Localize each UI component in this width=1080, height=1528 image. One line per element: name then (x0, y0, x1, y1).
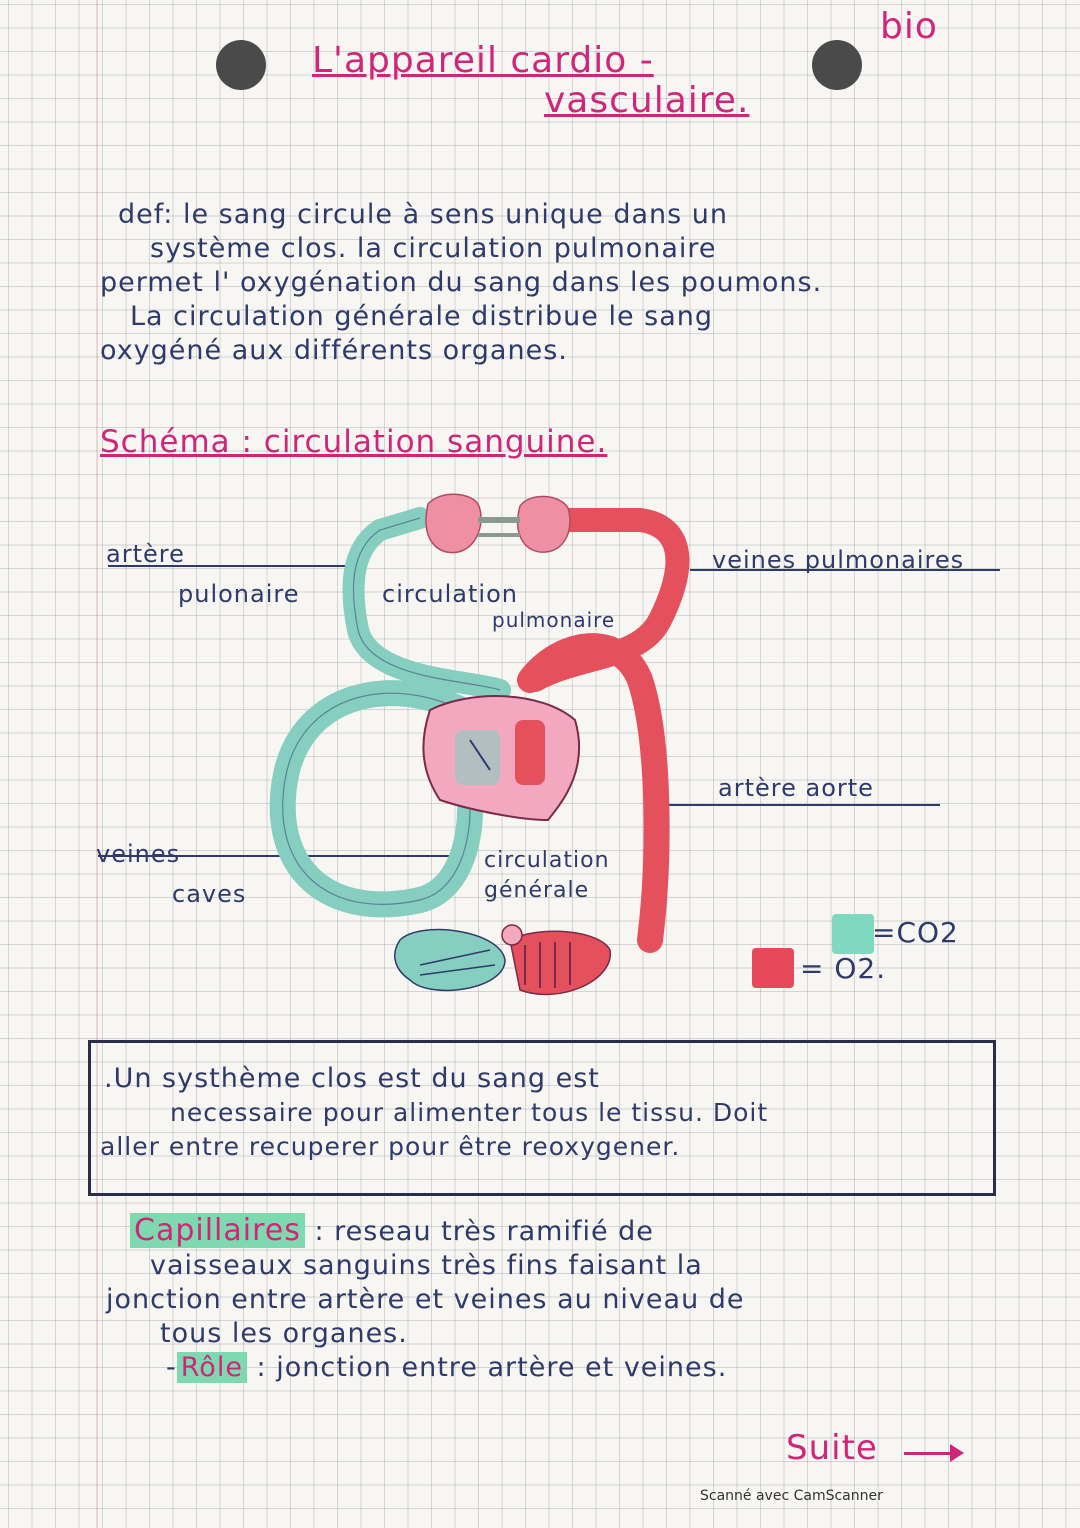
label-veines-caves-2: caves (172, 880, 247, 908)
suite-arrow-head-icon (950, 1444, 964, 1462)
note-line: necessaire pour alimenter tous le tissu. Doit (170, 1098, 769, 1127)
label-circulation-pulmonaire-1: circulation (382, 580, 518, 608)
legend-co2-swatch (832, 914, 874, 954)
role-line: - Rôle : jonction entre artère et veines. (166, 1352, 728, 1383)
capillaires-line: tous les organes. (160, 1318, 408, 1349)
capillaires-line: jonction entre artère et veines au niveau de (106, 1284, 745, 1315)
definition-line: permet l' oxygénation du sang dans les poumons. (100, 267, 823, 298)
capillaires-line: vaisseaux sanguins très fins faisant la (150, 1250, 703, 1281)
page-title-line2: vasculaire. (544, 80, 750, 121)
definition-block (100, 198, 1020, 368)
schema-heading: Schéma : circulation sanguine. (100, 424, 608, 460)
label-artere-pulmonaire-2: pulonaire (178, 580, 300, 608)
definition-line: système clos. la circulation pulmonaire (150, 233, 717, 264)
label-artere-pulmonaire-1: artère (106, 540, 185, 568)
label-veines-pulmonaires: veines pulmonaires (712, 546, 965, 574)
legend-o2-swatch (752, 948, 794, 988)
label-veines-caves-1: veines (96, 840, 181, 868)
binder-hole-left (216, 40, 266, 90)
capillaires-definition-start: : reseau très ramifié de (314, 1216, 654, 1247)
legend-co2-text: =CO2 (872, 916, 959, 949)
binder-hole-right (812, 40, 862, 90)
capillaires-line-1 (130, 1214, 1030, 1249)
definition-line: La circulation générale distribue le sang (130, 301, 714, 332)
lungs (426, 494, 570, 552)
suite-label: Suite (786, 1428, 878, 1468)
note-line: aller entre recuperer pour être reoxygener. (100, 1132, 681, 1161)
subject-label: bio (880, 6, 938, 47)
organ-capillaries (395, 925, 611, 994)
capillaires-section (106, 1214, 1006, 1385)
note-line: .Un systhème clos est du sang est (104, 1063, 600, 1094)
role-text: : jonction entre artère et veines. (256, 1352, 728, 1383)
label-circulation-generale-1: circulation (484, 848, 610, 873)
label-artere-aorte: artère aorte (718, 774, 874, 802)
label-circulation-generale-2: générale (484, 878, 590, 903)
definition-line: oxygéné aux différents organes. (100, 335, 568, 366)
capillaires-term: Capillaires (130, 1213, 305, 1248)
heart (423, 696, 579, 820)
page-title-line1: L'appareil cardio - (312, 40, 654, 81)
role-label: Rôle (177, 1352, 247, 1383)
label-circulation-pulmonaire-2: pulmonaire (492, 608, 616, 632)
definition-line: def: le sang circule à sens unique dans un (118, 199, 729, 230)
note-box-text (100, 1062, 990, 1164)
scanner-watermark: Scanné avec CamScanner (700, 1488, 883, 1504)
legend-o2-text: = O2. (800, 952, 887, 985)
suite-arrow-icon (904, 1452, 954, 1455)
